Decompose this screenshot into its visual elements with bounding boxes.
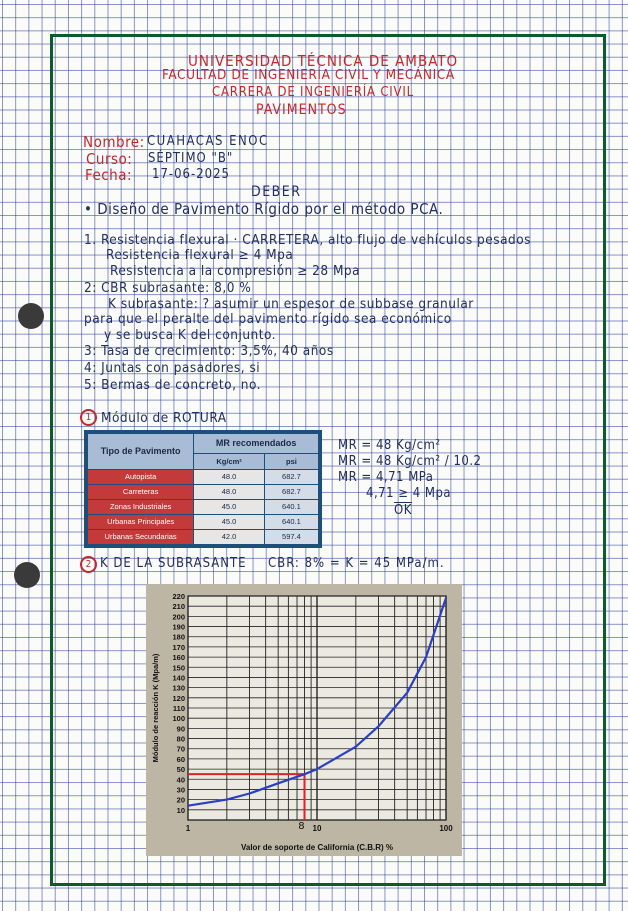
y-axis-label: Módulo de reacción K (Mpa/m) [151,653,160,763]
row-type: Carreteras [88,484,194,499]
binder-hole-bottom [14,562,40,588]
chart-svg [146,584,462,856]
x-tick-label: 10 [312,824,322,833]
course-value: SÉPTIMO "B" [148,151,234,166]
col-type-header: Tipo de Pavimento [88,434,194,470]
row-kg: 42.0 [194,529,265,544]
requirement-4: 4: Juntas con pasadores, si [84,360,261,376]
section-2-title: K DE LA SUBRASANTE [100,556,247,571]
section-2-result: CBR: 8% = K = 45 MPa/m. [268,556,445,571]
date-label: Fecha: [85,166,133,184]
row-type: Urbanas Secundarias [88,529,194,544]
y-tick-label: 110 [172,704,185,713]
course-label: Curso: [86,150,133,168]
y-tick-label: 90 [176,724,185,734]
table-row [88,484,319,499]
requirement-1c: Resistencia a la compresión ≥ 28 Mpa [110,263,361,279]
y-tick-label: 80 [176,734,185,744]
assignment-title: DEBER [251,184,302,200]
subject-title: PAVIMENTOS [256,102,347,118]
table-row [88,514,319,529]
requirement-5: 5: Bermas de concreto, no. [84,377,262,393]
row-psi: 682.7 [264,484,318,499]
row-psi: 640.1 [264,514,318,529]
university-title: UNIVERSIDAD TÉCNICA DE AMBATO [188,52,459,70]
y-tick-label: 130 [172,683,185,693]
y-tick-label: 150 [172,663,185,673]
table-row [88,529,319,544]
assignment-description: • Diseño de Pavimento Rígido por el método PCA. [84,200,444,218]
y-tick-label: 160 [172,653,185,663]
y-tick-label: 170 [172,642,185,652]
mr-calc-3: MR = 4,71 MPa [338,470,434,485]
y-tick-label: 220 [172,592,185,601]
y-tick-label: 140 [172,673,185,683]
x-tick-label: 1 [185,824,191,833]
row-psi: 682.7 [264,469,318,484]
mr-calc-2: MR = 48 Kg/cm² / 10.2 [338,454,482,469]
y-tick-label: 40 [176,775,185,785]
x-axis-label: Valor de soporte de California (C.B.R) % [240,843,394,852]
y-tick-label: 200 [172,612,185,622]
mr-table [84,430,322,548]
y-tick-label: 20 [176,795,185,805]
k-cbr-chart [146,584,462,856]
section-1-number: 1 [80,409,97,426]
binder-hole-top [18,303,44,329]
col-psi-header: psi [264,453,318,469]
mr-calc-result: OK [394,503,412,518]
row-psi: 640.1 [264,499,318,514]
y-tick-label: 70 [176,744,185,754]
row-kg: 48.0 [194,484,265,499]
requirement-2b: K subrasante: ? asumir un espesor de subbase granular [108,296,474,312]
col-kg-header: Kg/cm² [194,453,265,469]
row-psi: 597.4 [264,529,318,544]
requirement-2c: para que el peralte del pavimento rígido sea económico [84,311,452,327]
row-type: Zonas Industriales [88,499,194,514]
requirement-1b: Resistencia flexural ≥ 4 Mpa [106,247,294,263]
requirement-1: 1. Resistencia flexural · CARRETERA, alto flujo de vehículos pesados [84,232,531,248]
y-tick-label: 100 [172,714,185,724]
y-tick-label: 180 [172,632,185,642]
y-tick-label: 30 [176,785,185,795]
faculty-title: FACULTAD DE INGENIERÍA CIVIL Y MECÁNICA [162,67,455,83]
row-type: Urbanas Principales [88,514,194,529]
row-kg: 48.0 [194,469,265,484]
requirement-3: 3: Tasa de crecimiento: 3,5%, 40 años [84,343,334,359]
name-label: Nombre: [83,133,145,151]
x-tick-label: 100 [439,824,453,833]
annotation-label: 8 [298,821,305,832]
y-tick-label: 190 [172,622,185,632]
table-row [88,469,319,484]
y-tick-label: 50 [176,765,185,775]
requirement-2d: y se busca K del conjunto. [104,327,277,343]
row-type: Autopista [88,469,194,484]
date-value: 17-06-2025 [152,167,230,182]
row-kg: 45.0 [194,514,265,529]
career-title: CARRERA DE INGENIERÍA CIVIL [212,85,414,100]
section-1-title: Módulo de ROTURA [101,410,227,426]
y-tick-label: 120 [172,693,185,703]
col-group-header: MR recomendados [194,434,319,454]
section-2-number: 2 [80,556,97,573]
requirement-2: 2: CBR subrasante: 8,0 % [84,280,252,296]
mr-calc-1: MR = 48 Kg/cm² [338,438,441,453]
y-tick-label: 60 [176,754,185,764]
y-tick-label: 210 [172,602,185,612]
y-tick-label: 10 [176,805,185,815]
name-value: CUAHACAS ENOC [147,134,269,149]
table-row [88,499,319,514]
row-kg: 45.0 [194,499,265,514]
mr-calc-4: 4,71 ≥ 4 Mpa [366,486,452,501]
